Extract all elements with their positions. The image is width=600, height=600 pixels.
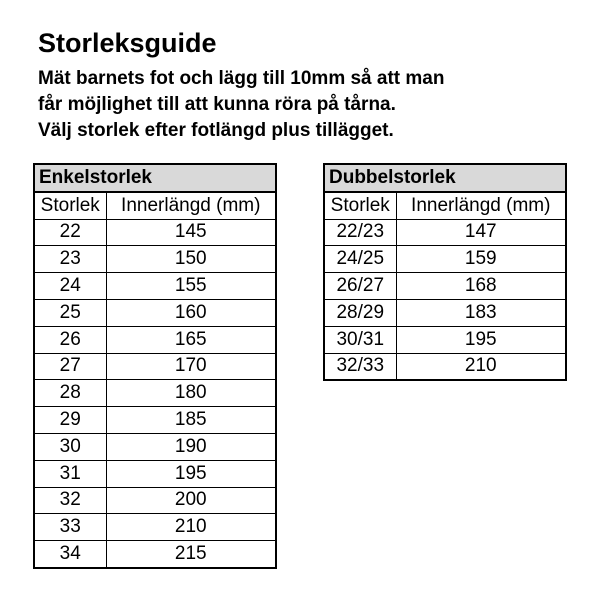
table-heading: Dubbelstorlek bbox=[324, 164, 566, 192]
table-row bbox=[34, 460, 276, 487]
size-cell: 30 bbox=[34, 433, 106, 460]
length-cell: 147 bbox=[396, 219, 566, 246]
table-row bbox=[324, 326, 566, 353]
size-cell: 24/25 bbox=[324, 246, 396, 273]
size-cell: 32/33 bbox=[324, 353, 396, 380]
table-row bbox=[34, 407, 276, 434]
column-header-size: Storlek bbox=[324, 192, 396, 219]
length-cell: 183 bbox=[396, 299, 566, 326]
table-row bbox=[34, 273, 276, 300]
length-cell: 160 bbox=[106, 299, 276, 326]
size-cell: 34 bbox=[34, 541, 106, 568]
table-row bbox=[34, 353, 276, 380]
column-header-length: Innerlängd (mm) bbox=[106, 192, 276, 219]
size-cell: 30/31 bbox=[324, 326, 396, 353]
size-cell: 26 bbox=[34, 326, 106, 353]
size-cell: 31 bbox=[34, 460, 106, 487]
length-cell: 150 bbox=[106, 246, 276, 273]
column-header-size: Storlek bbox=[34, 192, 106, 219]
column-header-length: Innerlängd (mm) bbox=[396, 192, 566, 219]
length-cell: 190 bbox=[106, 433, 276, 460]
length-cell: 210 bbox=[396, 353, 566, 380]
length-cell: 155 bbox=[106, 273, 276, 300]
size-cell: 26/27 bbox=[324, 273, 396, 300]
length-cell: 200 bbox=[106, 487, 276, 514]
table-row bbox=[324, 299, 566, 326]
length-cell: 215 bbox=[106, 541, 276, 568]
length-cell: 170 bbox=[106, 353, 276, 380]
page-title: Storleksguide bbox=[38, 28, 217, 58]
size-cell: 22 bbox=[34, 219, 106, 246]
size-cell: 28/29 bbox=[324, 299, 396, 326]
table-row bbox=[34, 299, 276, 326]
length-cell: 145 bbox=[106, 219, 276, 246]
table-row bbox=[34, 219, 276, 246]
size-cell: 33 bbox=[34, 514, 106, 541]
size-cell: 22/23 bbox=[324, 219, 396, 246]
size-cell: 27 bbox=[34, 353, 106, 380]
table-row bbox=[34, 514, 276, 541]
size-cell: 29 bbox=[34, 407, 106, 434]
double-size-table bbox=[323, 163, 567, 381]
single-size-table bbox=[33, 163, 277, 569]
size-cell: 23 bbox=[34, 246, 106, 273]
intro-line: Mät barnets fot och lägg till 10mm så att man bbox=[38, 68, 445, 89]
table-row bbox=[34, 541, 276, 568]
length-cell: 210 bbox=[106, 514, 276, 541]
length-cell: 165 bbox=[106, 326, 276, 353]
intro-text bbox=[38, 66, 444, 144]
length-cell: 195 bbox=[106, 460, 276, 487]
length-cell: 185 bbox=[106, 407, 276, 434]
size-cell: 28 bbox=[34, 380, 106, 407]
table-row bbox=[34, 246, 276, 273]
table-row bbox=[34, 487, 276, 514]
table-row bbox=[34, 326, 276, 353]
table-row bbox=[324, 273, 566, 300]
table-heading: Enkelstorlek bbox=[34, 164, 276, 192]
length-cell: 159 bbox=[396, 246, 566, 273]
size-cell: 32 bbox=[34, 487, 106, 514]
length-cell: 168 bbox=[396, 273, 566, 300]
table-row bbox=[324, 219, 566, 246]
table-row bbox=[324, 246, 566, 273]
length-cell: 180 bbox=[106, 380, 276, 407]
size-cell: 25 bbox=[34, 299, 106, 326]
table-row bbox=[34, 380, 276, 407]
intro-line: Välj storlek efter fotlängd plus tillägget. bbox=[38, 120, 394, 141]
table-row bbox=[34, 433, 276, 460]
length-cell: 195 bbox=[396, 326, 566, 353]
table-row bbox=[324, 353, 566, 380]
size-cell: 24 bbox=[34, 273, 106, 300]
intro-line: får möjlighet till att kunna röra på tårna. bbox=[38, 94, 396, 115]
